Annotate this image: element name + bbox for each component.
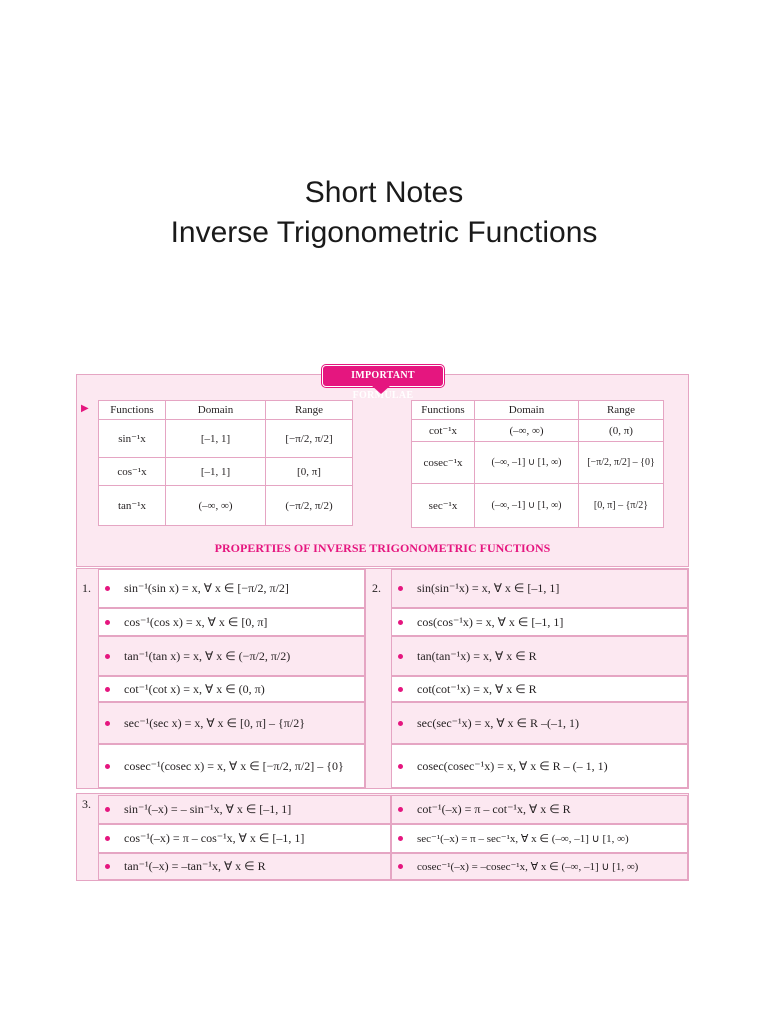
important-formulae-badge: IMPORTANT FORMULAE bbox=[322, 365, 444, 387]
function-cell: cot⁻¹x bbox=[412, 420, 475, 442]
column-header: Range bbox=[266, 401, 353, 420]
column-header: Functions bbox=[99, 401, 166, 420]
list-item: sec(sec⁻¹x) = x, ∀ x ∈ R –(–1, 1) bbox=[391, 702, 688, 744]
triangle-bullet-icon: ▶ bbox=[81, 403, 89, 414]
function-cell: cos⁻¹x bbox=[99, 458, 166, 486]
table-header-row bbox=[99, 401, 353, 420]
column-header: Domain bbox=[475, 401, 579, 420]
range-cell: (0, π) bbox=[579, 420, 664, 442]
column-divider bbox=[365, 568, 366, 789]
domain-cell: (–∞, –1] ∪ [1, ∞) bbox=[475, 442, 579, 484]
domain-cell: [–1, 1] bbox=[166, 420, 266, 458]
domain-cell: (–∞, –1] ∪ [1, ∞) bbox=[475, 484, 579, 528]
range-cell: [−π/2, π/2] – {0} bbox=[579, 442, 664, 484]
domain-cell: (–∞, ∞) bbox=[166, 486, 266, 526]
list-item: sec⁻¹(–x) = π – sec⁻¹x, ∀ x ∈ (–∞, –1] ∪ [1, ∞) bbox=[391, 824, 688, 853]
list-item: sin(sin⁻¹x) = x, ∀ x ∈ [–1, 1] bbox=[391, 569, 688, 608]
table-row bbox=[99, 458, 353, 486]
table-row bbox=[412, 484, 664, 528]
section-number: 2. bbox=[372, 581, 381, 595]
page-title-line-1: Short Notes bbox=[304, 176, 464, 209]
range-cell: [0, π] – {π/2} bbox=[579, 484, 664, 528]
range-cell: [−π/2, π/2] bbox=[266, 420, 353, 458]
page-title-line-2: Inverse Trigonometric Functions bbox=[170, 216, 598, 249]
column-header: Range bbox=[579, 401, 664, 420]
right-function-table bbox=[411, 400, 664, 528]
function-cell: cosec⁻¹x bbox=[412, 442, 475, 484]
domain-cell: [–1, 1] bbox=[166, 458, 266, 486]
list-item: cosec(cosec⁻¹x) = x, ∀ x ∈ R – (– 1, 1) bbox=[391, 744, 688, 788]
function-cell: sec⁻¹x bbox=[412, 484, 475, 528]
domain-cell: (–∞, ∞) bbox=[475, 420, 579, 442]
function-cell: sin⁻¹x bbox=[99, 420, 166, 458]
list-item: tan⁻¹(–x) = –tan⁻¹x, ∀ x ∈ R bbox=[98, 853, 391, 880]
list-item: cos⁻¹(cos x) = x, ∀ x ∈ [0, π] bbox=[98, 608, 365, 636]
range-cell: (−π/2, π/2) bbox=[266, 486, 353, 526]
list-item: sin⁻¹(–x) = – sin⁻¹x, ∀ x ∈ [–1, 1] bbox=[98, 795, 391, 824]
table-row bbox=[412, 420, 664, 442]
list-item: cosec⁻¹(cosec x) = x, ∀ x ∈ [−π/2, π/2] – {0} bbox=[98, 744, 365, 788]
list-item: cot⁻¹(–x) = π – cot⁻¹x, ∀ x ∈ R bbox=[391, 795, 688, 824]
list-item: sin⁻¹(sin x) = x, ∀ x ∈ [−π/2, π/2] bbox=[98, 569, 365, 608]
list-item: tan(tan⁻¹x) = x, ∀ x ∈ R bbox=[391, 636, 688, 676]
table-header-row bbox=[412, 401, 664, 420]
table-row bbox=[99, 486, 353, 526]
list-item: cos(cos⁻¹x) = x, ∀ x ∈ [–1, 1] bbox=[391, 608, 688, 636]
list-item: cos⁻¹(–x) = π – cos⁻¹x, ∀ x ∈ [–1, 1] bbox=[98, 824, 391, 853]
list-item: cot⁻¹(cot x) = x, ∀ x ∈ (0, π) bbox=[98, 676, 365, 702]
section-number: 1. bbox=[82, 581, 91, 595]
column-header: Domain bbox=[166, 401, 266, 420]
properties-heading: PROPERTIES OF INVERSE TRIGONOMETRIC FUNCTIONS bbox=[214, 541, 551, 555]
list-item: cosec⁻¹(–x) = –cosec⁻¹x, ∀ x ∈ (–∞, –1] ∪ [1, ∞) bbox=[391, 853, 688, 880]
left-function-table bbox=[98, 400, 353, 526]
badge-pointer-icon bbox=[371, 385, 391, 394]
table-row bbox=[99, 420, 353, 458]
list-item: sec⁻¹(sec x) = x, ∀ x ∈ [0, π] – {π/2} bbox=[98, 702, 365, 744]
range-cell: [0, π] bbox=[266, 458, 353, 486]
table-row bbox=[412, 442, 664, 484]
section-number: 3. bbox=[82, 797, 91, 811]
function-cell: tan⁻¹x bbox=[99, 486, 166, 526]
list-item: cot(cot⁻¹x) = x, ∀ x ∈ R bbox=[391, 676, 688, 702]
list-item: tan⁻¹(tan x) = x, ∀ x ∈ (−π/2, π/2) bbox=[98, 636, 365, 676]
column-header: Functions bbox=[412, 401, 475, 420]
